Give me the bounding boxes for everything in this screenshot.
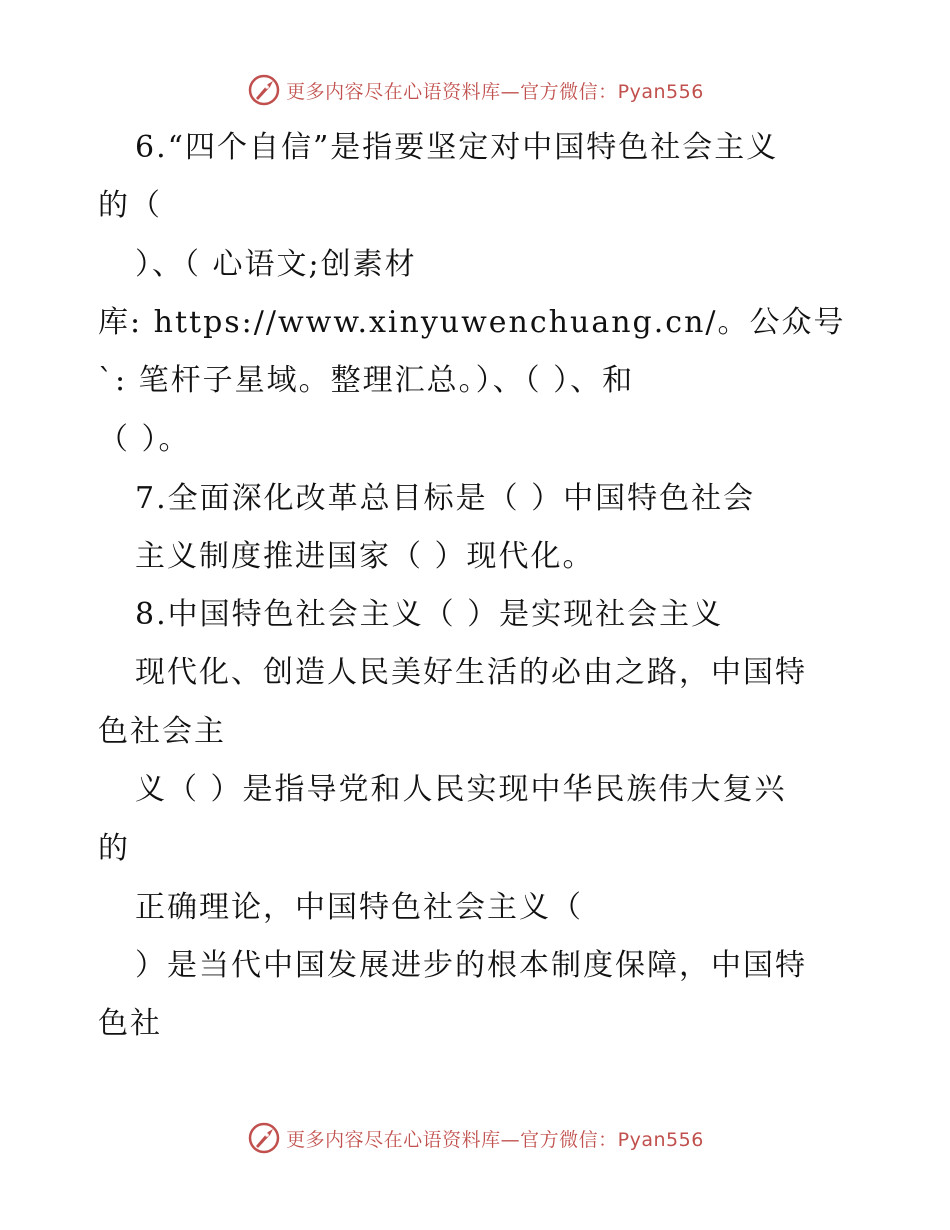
text-line: 的（ bbox=[98, 188, 162, 223]
watermark-text: 更多内容尽在心语资料库—官方微信：Pyan556 bbox=[286, 1128, 704, 1151]
text-line: 7.全面深化改革总目标是（ ）中国特色社会 bbox=[135, 481, 756, 516]
text-line: ）是当代中国发展进步的根本制度保障，中国特 bbox=[135, 948, 807, 983]
text-line: 现代化、创造人民美好生活的必由之路，中国特 bbox=[135, 655, 807, 690]
footer-watermark bbox=[0, 1118, 950, 1158]
pen-nib-logo-icon bbox=[246, 72, 282, 108]
text-line: 义（ ）是指导党和人民实现中华民族伟大复兴 bbox=[135, 772, 787, 807]
text-line: 主义制度推进国家（ ）现代化。 bbox=[135, 539, 595, 574]
text-line: `: 笔杆子星域。整理汇总。）、（ ）、和 bbox=[98, 363, 635, 398]
pen-nib-logo-icon bbox=[246, 1120, 282, 1156]
watermark-text: 更多内容尽在心语资料库—官方微信：Pyan556 bbox=[286, 80, 704, 103]
text-line: 8.中国特色社会主义（ ）是实现社会主义 bbox=[135, 597, 724, 632]
text-line: ）、（ 心语文;创素材 bbox=[135, 247, 417, 282]
text-line: 色社会主 bbox=[98, 714, 226, 749]
header-watermark bbox=[0, 70, 950, 110]
text-line: 的 bbox=[98, 831, 130, 866]
text-line: （ ）。 bbox=[98, 422, 191, 457]
text-line: 库: https://www.xinyuwenchuang.cn/。公众号 bbox=[98, 305, 846, 340]
text-line: 正确理论，中国特色社会主义（ bbox=[135, 890, 583, 925]
text-line: 色社 bbox=[98, 1006, 162, 1041]
text-line: 6.“四个自信”是指要坚定对中国特色社会主义 bbox=[135, 130, 779, 165]
